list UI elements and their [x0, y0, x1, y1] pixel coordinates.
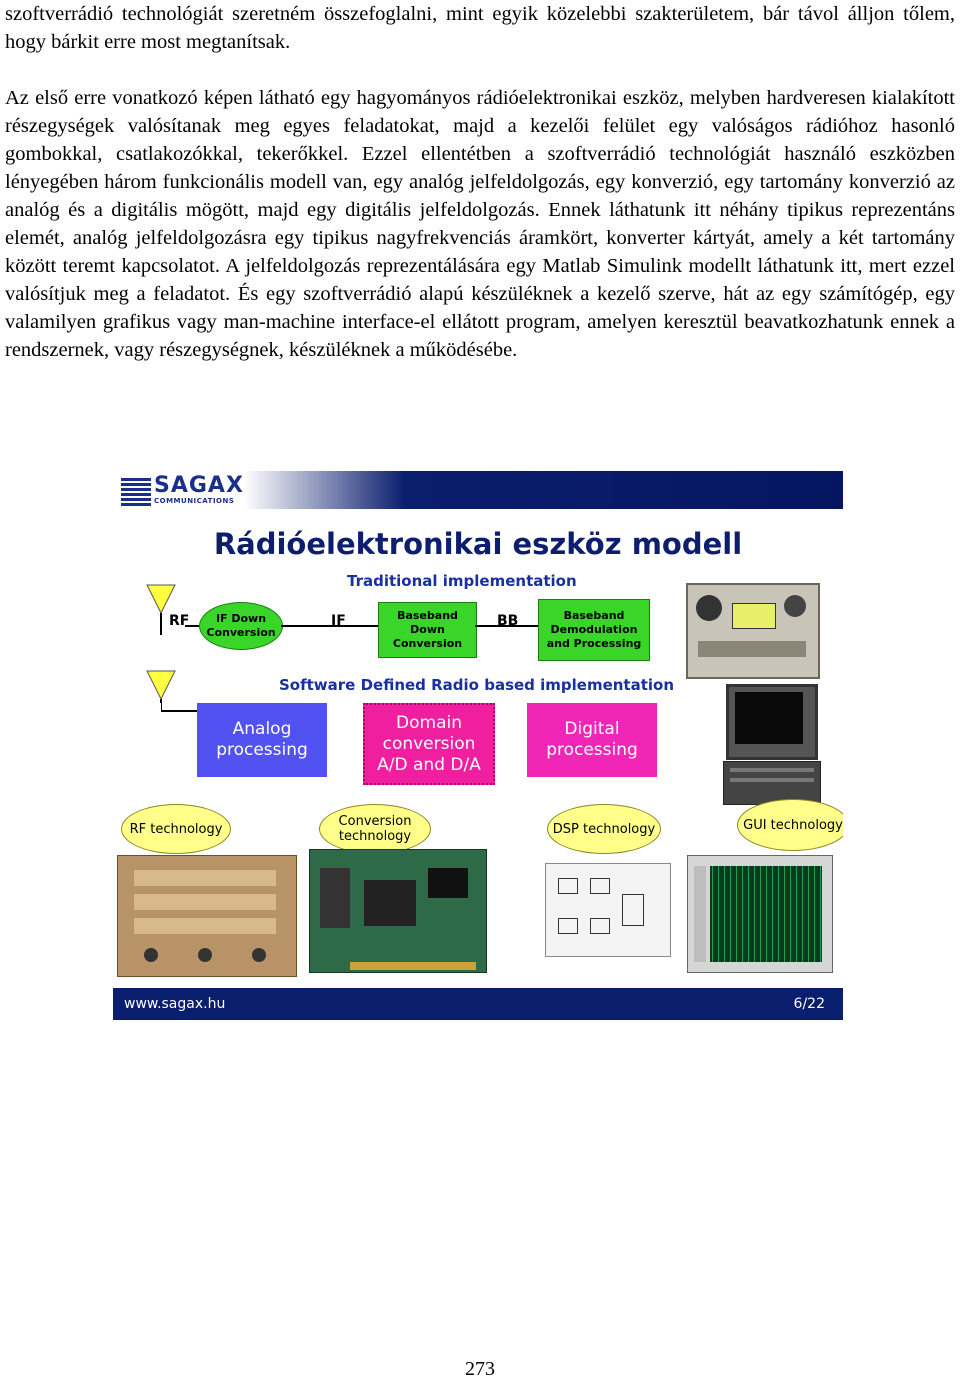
slide-figure [113, 471, 843, 1020]
digital-processing-block: Digital processing [527, 703, 657, 777]
slide-page-number: 6/22 [793, 996, 825, 1012]
logo-subtitle: COMMUNICATIONS [154, 497, 235, 505]
dsp-technology-bubble: DSP technology [547, 804, 661, 854]
bb-label: BB [497, 613, 519, 629]
intro-paragraph: szoftverrádió technológiát szeretném összefoglalni, mint egyik közelebbi szakterületem, bár távol álljon tőlem, hogy bárkit erre most megtanítsak. [5, 3, 955, 53]
monitor-photo [726, 684, 818, 760]
gui-technology-bubble: GUI technology [737, 799, 843, 851]
if-down-conversion-block: IF Down Conversion [199, 602, 283, 650]
gui-software-screenshot [687, 855, 833, 973]
footer-url: www.sagax.hu [124, 996, 226, 1012]
analog-processing-block: Analog processing [197, 703, 327, 777]
radio-device-photo [686, 583, 820, 679]
sagax-logo-icon [121, 478, 151, 506]
slide-title: Rádióelektronikai eszköz modell [213, 527, 743, 561]
domain-conversion-block: Domain conversion A/D and D/A [363, 703, 495, 785]
baseband-demodulation-block: Baseband Demodulation and Processing [538, 599, 650, 661]
baseband-down-conversion-block: Baseband Down Conversion [378, 602, 477, 658]
sdr-connector-icon [161, 703, 201, 773]
pc-case-photo [723, 761, 821, 805]
rf-label: RF [169, 613, 190, 629]
sdr-heading: Software Defined Radio based implementation [279, 676, 675, 694]
antenna-icon [147, 671, 175, 699]
antenna-icons [143, 583, 183, 703]
body-paragraph: Az első erre vonatkozó képen látható egy hagyományos rádióelektronikai eszköz, melyben hardveresen kialakított részegységek valósítanak meg egyes feladatokat, majd a kezelői felület egy valóságos rádióhoz hasonló gombokkal, csatlakozókkal, tekerőkkel. Ezzel ellentétben a szoftverrádió technológiát használó eszközben lényegében három funkcionális modell van, egy analóg jelfeldolgozás, egy konverzió, egy tartomány konverzió az analóg és a digitális mögött, majd egy digitális jelfeldolgozás. Ennek láthatunk itt néhány tipikus reprezentáns elemét, analóg jelfeldolgozásra egy tipikus nagyfrekvenciás áramkört, konverter kártyát, amely a két tartomány között teremt kapcsolatot. A jelfeldolgozás reprezentálására egy Matlab Simulink modellt láthatunk itt, mert ezzel valósítjuk meg a feladatot. És egy szoftverrádió alapú készüléknek a kezelő szerve, hát az egy számítógép, egy valamilyen grafikus vagy man-machine interface-el ellátott program, amelyen keresztül beavatkozhatunk ennek a rendszernek, vagy részegységnek, készüléknek a működésébe. [5, 87, 955, 361]
simulink-model-screenshot [545, 863, 671, 957]
page-number: 273 [465, 1358, 495, 1380]
rf-circuit-photo [117, 855, 297, 977]
antenna-icon [147, 585, 175, 613]
signal-line [185, 621, 545, 631]
slide-header-bar [113, 471, 843, 509]
if-label: IF [331, 613, 346, 629]
logo-text: SAGAX [154, 473, 244, 498]
conversion-technology-bubble: Conversion technology [319, 804, 431, 854]
rf-technology-bubble: RF technology [121, 804, 231, 854]
converter-card-photo [309, 849, 487, 973]
slide-footer-bar [113, 988, 843, 1020]
traditional-heading: Traditional implementation [347, 572, 577, 590]
